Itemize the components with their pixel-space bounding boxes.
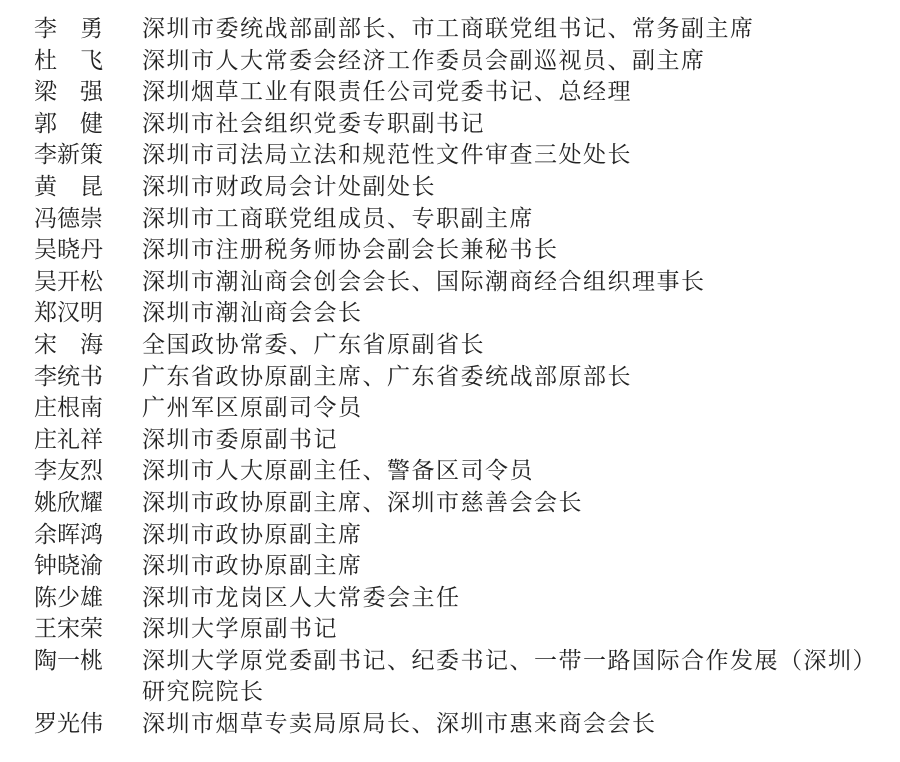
person-title: 深圳市委统战部副部长、市工商联党组书记、常务副主席 [142,16,755,42]
list-item [34,614,886,646]
list-item [34,235,886,267]
list-item [34,298,886,330]
person-name: 杜 飞 [34,47,103,74]
list-item [34,425,886,457]
person-name: 陶一桃 [34,647,103,674]
person-name: 郑汉明 [34,300,103,327]
list-item [34,77,886,109]
list-item [34,46,886,78]
list-item [34,583,886,615]
person-title: 深圳市潮汕商会创会会长、国际潮商经合组织理事长 [142,268,706,295]
list-item [34,709,886,741]
person-title: 深圳市政协原副主席 [142,553,363,580]
person-title: 深圳市注册税务师协会副会长兼秘书长 [142,237,559,264]
list-item [34,172,886,204]
person-title: 深圳大学原党委副书记、纪委书记、一带一路国际合作发展（深圳）研究院院长 [142,647,877,706]
person-title: 深圳市潮汕商会会长 [142,300,363,327]
person-title: 深圳市工商联党组成员、专职副主席 [142,205,534,232]
person-name: 李 勇 [34,16,103,42]
person-title: 深圳烟草工业有限责任公司党委书记、总经理 [142,79,632,106]
person-name: 李新策 [34,142,103,169]
person-title: 深圳市委原副书记 [142,426,338,453]
list-item [34,204,886,236]
person-name: 冯德崇 [34,205,103,232]
person-name: 郭 健 [34,110,103,137]
person-title: 全国政协常委、广东省原副省长 [142,331,485,358]
person-title: 深圳市财政局会计处副处长 [142,173,436,200]
person-name: 宋 海 [34,331,103,358]
list-item [34,267,886,299]
person-name: 李友烈 [34,458,103,485]
person-name: 黄 昆 [34,173,103,200]
list-item [34,109,886,141]
list-item [34,393,886,425]
person-name: 陈少雄 [34,584,103,611]
person-title: 深圳市社会组织党委专职副书记 [142,110,485,137]
person-title: 深圳市政协原副主席、深圳市慈善会会长 [142,489,583,516]
person-title: 深圳市政协原副主席 [142,521,363,548]
person-name: 王宋荣 [34,616,103,643]
list-item [34,488,886,520]
list-item [34,551,886,583]
person-name: 吴开松 [34,268,103,295]
list-item [34,520,886,552]
person-name: 罗光伟 [34,711,103,738]
person-name: 李统书 [34,363,103,390]
person-title: 广州军区原副司令员 [142,395,363,422]
person-name: 庄根南 [34,395,103,422]
list-item [34,140,886,172]
person-name: 姚欣耀 [34,489,103,516]
list-item [34,362,886,394]
person-title: 深圳市人大常委会经济工作委员会副巡视员、副主席 [142,47,706,74]
person-title: 深圳市龙岗区人大常委会主任 [142,584,461,611]
person-title: 深圳市人大原副主任、警备区司令员 [142,458,534,485]
person-name: 钟晓渝 [34,553,103,580]
person-title: 广东省政协原副主席、广东省委统战部原部长 [142,363,632,390]
list-item [34,330,886,362]
person-title: 深圳市烟草专卖局原局长、深圳市惠来商会会长 [142,711,657,738]
person-name: 梁 强 [34,79,103,106]
person-name: 吴晓丹 [34,237,103,264]
list-item [34,14,886,46]
person-name: 庄礼祥 [34,426,103,453]
person-title: 深圳市司法局立法和规范性文件审查三处处长 [142,142,632,169]
person-name: 余晖鸿 [34,521,103,548]
personnel-list [34,14,886,741]
list-item [34,646,886,709]
person-title: 深圳大学原副书记 [142,616,338,643]
list-item [34,456,886,488]
